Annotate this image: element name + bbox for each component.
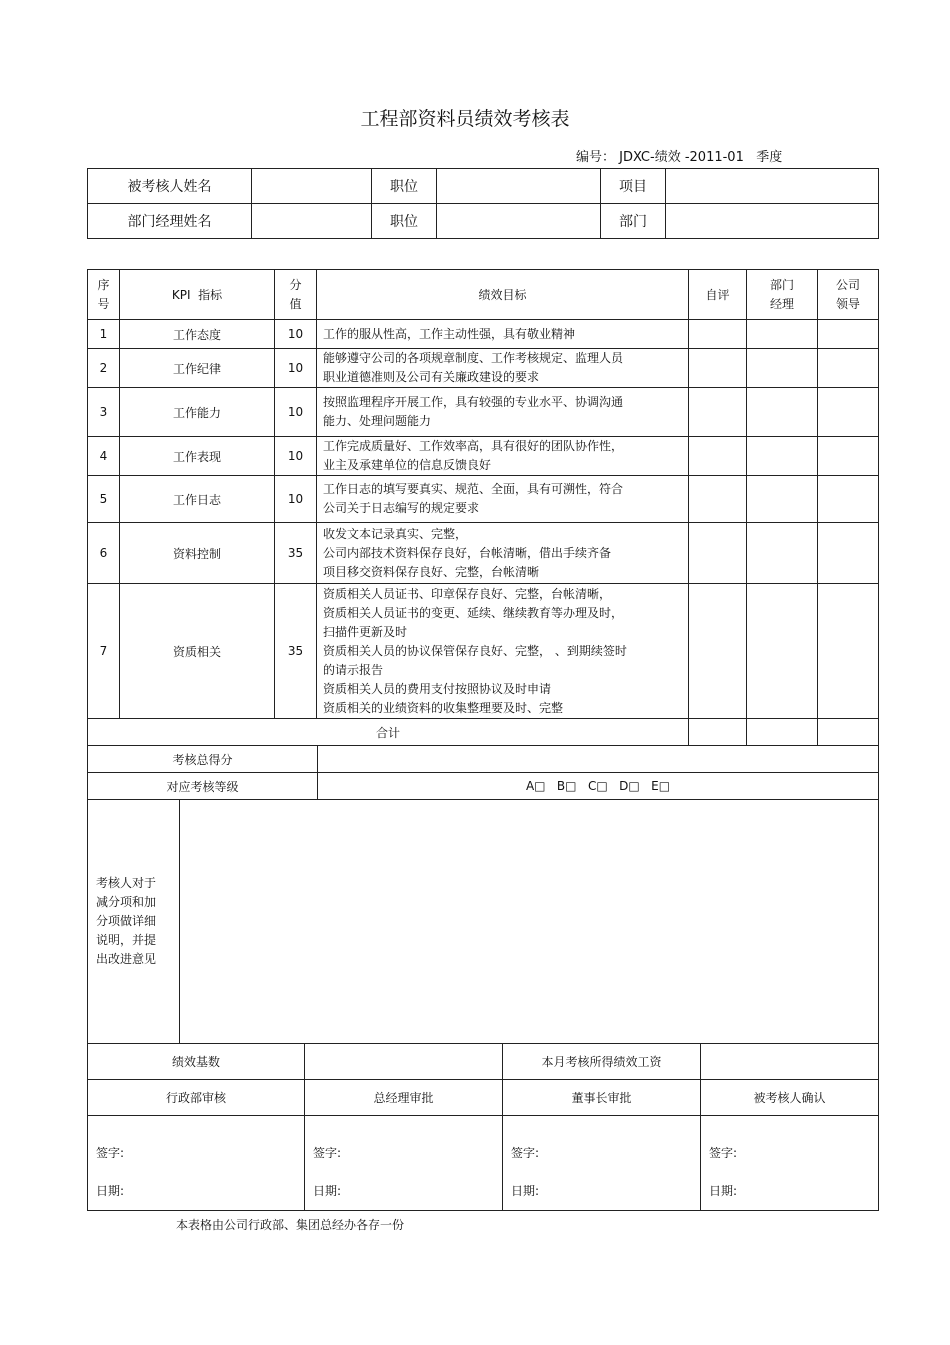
date-label: 日期: [313,1184,342,1198]
row-target: 资质相关人员证书、印章保存良好、完整，台帐清晰， 资质相关人员证书的变更、延续、继续教育等办理及时， 扫描件更新及时 资质相关人员的协议保管保存良好、完整， 、到期续签时 的请示报告 资质相关人员的费用支付按照协议及时申请 资质相关的业绩资料的收集整理要及时、完整 [317,584,689,719]
grade-label: 对应考核等级 [88,773,318,800]
row-target: 工作完成质量好、工作效率高，具有很好的团队协作性， 业主及承建单位的信息反馈良好 [317,437,689,476]
chairman-sign-cell[interactable] [503,1116,701,1211]
dept-total-cell[interactable] [747,719,818,746]
table-row [88,584,879,719]
lead-score-cell[interactable] [818,476,879,523]
dept-score-cell[interactable] [747,349,818,388]
lead-score-cell[interactable] [818,320,879,349]
project-label: 项目 [601,169,666,204]
chairman-approval-label: 董事长审批 [503,1080,701,1116]
total-score-field[interactable] [318,746,879,773]
project-field[interactable] [666,169,879,204]
department-field[interactable] [666,204,879,239]
dept-score-cell[interactable] [747,476,818,523]
admin-sign-cell[interactable] [88,1116,305,1211]
manager-position-label: 职位 [372,204,437,239]
row-score: 10 [275,476,317,523]
lead-score-cell[interactable] [818,523,879,584]
row-kpi: 资料控制 [120,523,275,584]
table-row [88,476,879,523]
col-kpi-header: KPI 指标 [120,270,275,320]
base-label: 绩效基数 [88,1044,305,1080]
dept-score-cell[interactable] [747,584,818,719]
salary-label: 本月考核所得绩效工资 [503,1044,701,1080]
manager-name-label: 部门经理姓名 [88,204,252,239]
comment-table [87,799,879,1044]
date-label: 日期: [511,1184,540,1198]
col-no-header: 序 号 [88,270,120,320]
row-target: 工作日志的填写要真实、规范、全面，具有可溯性，符合 公司关于日志编写的规定要求 [317,476,689,523]
table-row [88,349,879,388]
sign-label: 签字: [96,1146,125,1160]
position-field[interactable] [437,169,601,204]
sign-label: 签字: [511,1146,540,1160]
lead-total-cell[interactable] [818,719,879,746]
dept-score-cell[interactable] [747,388,818,437]
date-label: 日期: [709,1184,738,1198]
salary-field[interactable] [701,1044,879,1080]
row-no: 7 [88,584,120,719]
row-no: 3 [88,388,120,437]
manager-position-field[interactable] [437,204,601,239]
grade-options[interactable]: A□ B□ C□ D□ E□ [318,773,879,800]
manager-name-field[interactable] [252,204,372,239]
row-no: 4 [88,437,120,476]
row-kpi: 工作纪律 [120,349,275,388]
lead-score-cell[interactable] [818,349,879,388]
total-label: 合计 [88,719,689,746]
admin-review-label: 行政部审核 [88,1080,305,1116]
row-target: 能够遵守公司的各项规章制度、工作考核规定、监理人员 职业道德准则及公司有关廉政建设的要求 [317,349,689,388]
approval-table [87,1043,879,1211]
row-score: 10 [275,388,317,437]
row-target: 收发文本记录真实、完整， 公司内部技术资料保存良好，台帐清晰，借出手续齐备 项目移交资料保存良好、完整，台帐清晰 [317,523,689,584]
self-score-cell[interactable] [689,320,747,349]
self-score-cell[interactable] [689,523,747,584]
sign-label: 签字: [313,1146,342,1160]
gm-approval-label: 总经理审批 [305,1080,503,1116]
total-score-label: 考核总得分 [88,746,318,773]
row-no: 5 [88,476,120,523]
lead-score-cell[interactable] [818,437,879,476]
department-label: 部门 [601,204,666,239]
row-score: 10 [275,349,317,388]
date-label: 日期: [96,1184,125,1198]
col-target-header: 绩效目标 [317,270,689,320]
row-kpi: 工作日志 [120,476,275,523]
position-label: 职位 [372,169,437,204]
comment-label: 考核人对于 减分项和加 分项做详细 说明，并提 出改进意见 [88,800,180,1044]
col-self-header: 自评 [689,270,747,320]
col-lead-header: 公司 领导 [818,270,879,320]
row-target: 按照监理程序开展工作，具有较强的专业水平、协调沟通 能力、处理问题能力 [317,388,689,437]
row-kpi: 工作能力 [120,388,275,437]
table-row [88,388,879,437]
self-score-cell[interactable] [689,437,747,476]
kpi-table [87,269,879,746]
row-no: 2 [88,349,120,388]
col-score-header: 分 值 [275,270,317,320]
dept-score-cell[interactable] [747,320,818,349]
row-kpi: 工作态度 [120,320,275,349]
lead-score-cell[interactable] [818,388,879,437]
self-score-cell[interactable] [689,584,747,719]
row-target: 工作的服从性高，工作主动性强，具有敬业精神 [317,320,689,349]
col-dept-header: 部门 经理 [747,270,818,320]
row-score: 35 [275,584,317,719]
self-total-cell[interactable] [689,719,747,746]
form-code: 编号： JDXC-绩效 -2011-01 季度 [576,150,783,165]
row-kpi: 资质相关 [120,584,275,719]
dept-score-cell[interactable] [747,523,818,584]
row-score: 35 [275,523,317,584]
footer-note: 本表格由公司行政部、集团总经办各存一份 [176,1218,405,1232]
self-score-cell[interactable] [689,388,747,437]
row-score: 10 [275,320,317,349]
row-no: 1 [88,320,120,349]
name-label: 被考核人姓名 [88,169,252,204]
self-score-cell[interactable] [689,349,747,388]
sign-label: 签字: [709,1146,738,1160]
table-row [88,320,879,349]
info-table [87,168,879,239]
dept-score-cell[interactable] [747,437,818,476]
employee-sign-cell[interactable] [701,1116,879,1211]
row-score: 10 [275,437,317,476]
comment-field[interactable] [180,800,879,1044]
base-field[interactable] [305,1044,503,1080]
lead-score-cell[interactable] [818,584,879,719]
grade-table [87,745,879,800]
self-score-cell[interactable] [689,476,747,523]
row-no: 6 [88,523,120,584]
gm-sign-cell[interactable] [305,1116,503,1211]
page-title: 工程部资料员绩效考核表 [360,108,570,130]
table-row [88,437,879,476]
employee-confirm-label: 被考核人确认 [701,1080,879,1116]
name-field[interactable] [252,169,372,204]
row-kpi: 工作表现 [120,437,275,476]
table-row [88,523,879,584]
